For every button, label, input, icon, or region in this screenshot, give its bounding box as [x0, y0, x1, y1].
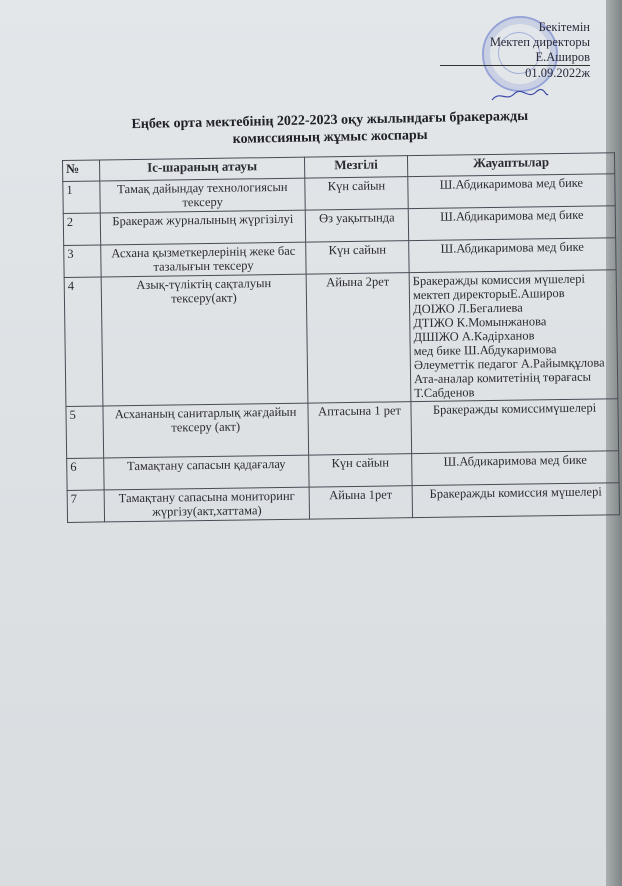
responsible-line: Ата-аналар комитетінің төрағасы Т.Сабденов	[413, 369, 592, 401]
responsible-line: Бракеражды комиссия мүшелері	[412, 271, 585, 289]
table-row	[64, 270, 618, 407]
approval-heading: Бекітемін	[538, 20, 590, 34]
row-responsible: Бракеражды комиссимүшелері	[411, 399, 619, 454]
approval-position: Мектеп директоры	[489, 35, 590, 49]
row-activity: Бракераж журналының жүргізілуі	[100, 210, 305, 245]
row-responsible-list	[409, 270, 618, 402]
row-period: Аптасына 1 рет	[308, 402, 412, 455]
header-activity: Іс-шараның атауы	[100, 157, 305, 181]
header-number: №	[63, 160, 100, 182]
row-number: 4	[64, 277, 103, 407]
responsible-line: мектеп директорыЕ.Аширов	[412, 285, 565, 303]
responsible-line: ДШІЖО А.Кәдірханов	[413, 328, 535, 345]
row-number: 3	[64, 245, 101, 278]
row-number: 1	[63, 181, 100, 214]
header-responsible: Жауаптылар	[407, 153, 614, 177]
row-number: 7	[67, 490, 104, 523]
row-responsible: Ш.Абдикаримова мед бике	[408, 206, 615, 241]
row-period: Күн сайын	[309, 454, 412, 487]
row-responsible: Бракеражды комиссия мүшелері	[412, 483, 619, 518]
handwritten-signature	[490, 88, 550, 104]
row-number: 2	[63, 213, 100, 246]
responsible-line: ДТІЖО К.Момынжанова	[413, 314, 547, 331]
document-title: Еңбек орта мектебінің 2022-2023 оқу жылындағы бракеражды комиссияның жұмыс жоспары	[131, 108, 529, 148]
row-responsible: Ш.Абдикаримова мед бике	[408, 174, 615, 209]
row-number: 6	[67, 458, 104, 491]
row-responsible: Ш.Абдикаримова мед бике	[409, 238, 616, 273]
responsible-line: Әлеуметтік педагог А.Райымқұлова	[413, 355, 605, 373]
row-activity: Тамақтану сапасын қадағалау	[104, 455, 309, 490]
row-period: Өз уақытында	[305, 209, 408, 242]
row-period: Күн сайын	[305, 177, 408, 210]
header-period: Мезгілі	[304, 156, 407, 178]
row-number: 5	[66, 406, 104, 459]
responsible-line: мед бике Ш.Абдукаримова	[413, 342, 557, 359]
row-activity: Асхана қызметкерлерінің жеке бас тазалығын тексеру	[101, 242, 306, 277]
table-row	[66, 399, 619, 459]
row-activity: Тамақ дайындау технологиясын тексеру	[100, 178, 305, 213]
approval-block	[440, 20, 590, 81]
responsible-line: ДОІЖО Л.Бегалиева	[413, 300, 523, 317]
row-period: Күн сайын	[306, 241, 409, 274]
plan-table	[62, 152, 620, 523]
row-activity: Азық-түліктің сақталуын тексеру(акт)	[101, 274, 308, 406]
row-responsible: Ш.Абдикаримова мед бике	[412, 451, 619, 486]
approval-date: 01.09.2022ж	[525, 66, 590, 80]
row-activity: Тамақтану сапасына мониторинг жүргізу(акт,хаттама)	[104, 487, 309, 522]
row-activity: Асхананың санитарлық жағдайын тексеру (акт)	[103, 403, 309, 458]
approval-director-name: Е.Аширов	[440, 50, 590, 66]
row-period: Айына 2рет	[306, 273, 411, 403]
row-period: Айына 1рет	[309, 486, 412, 519]
